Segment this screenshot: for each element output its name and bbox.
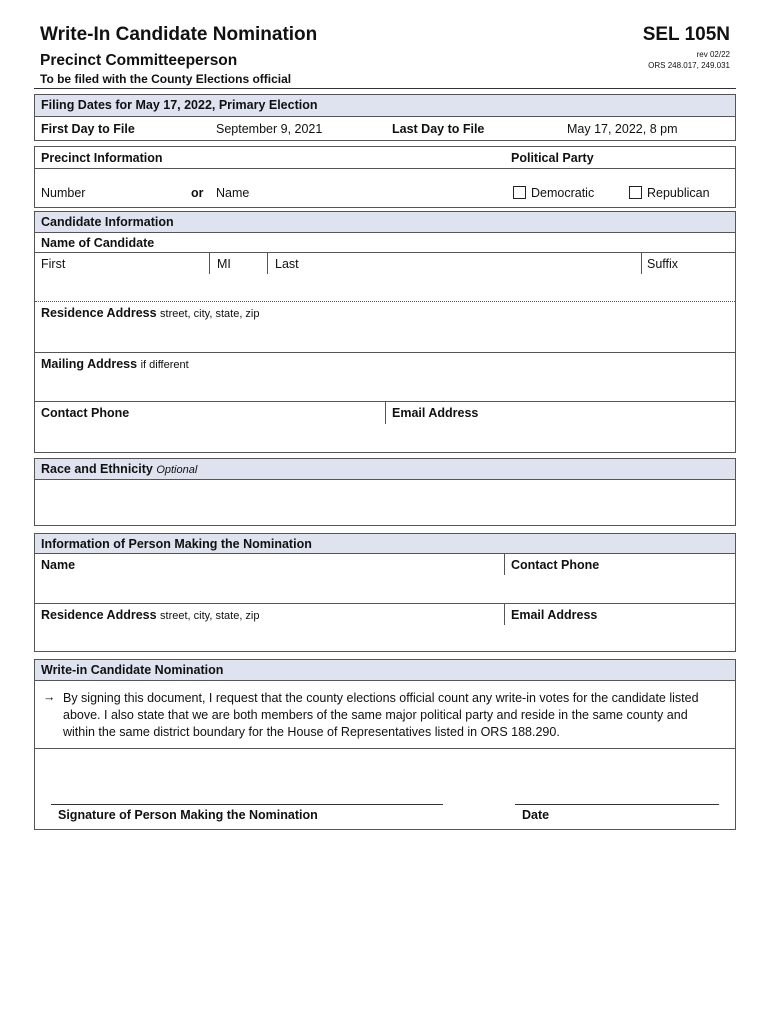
last-day-label: Last Day to File — [392, 122, 485, 136]
filed-note: To be filed with the County Elections official — [40, 72, 292, 86]
precinct-heading: Precinct Information — [41, 151, 163, 165]
candidate-email-label: Email Address — [392, 406, 479, 420]
first-day-value: September 9, 2021 — [216, 122, 323, 136]
nominator-row-divider — [35, 603, 735, 604]
signature-label: Signature of Person Making the Nomination — [58, 808, 318, 822]
filing-dates-section — [34, 94, 736, 141]
suffix-label: Suffix — [647, 257, 679, 271]
nominator-email-label: Email Address — [511, 608, 598, 622]
race-label: Race and Ethnicity Optional — [41, 462, 198, 476]
republican-checkbox[interactable] — [629, 186, 642, 199]
last-name-label: Last — [275, 257, 299, 271]
race-section — [34, 458, 736, 526]
residence-row-divider — [35, 352, 735, 353]
precinct-divider — [35, 168, 735, 169]
democratic-label: Democratic — [531, 186, 595, 200]
nominator-section — [34, 533, 736, 652]
nomination-section — [34, 659, 736, 830]
party-heading: Political Party — [511, 151, 594, 165]
residence-email-divider — [504, 603, 505, 625]
candidate-name-divider — [35, 252, 735, 253]
date-label: Date — [522, 808, 550, 822]
candidate-name-heading: Name of Candidate — [41, 236, 155, 250]
first-day-label: First Day to File — [41, 122, 135, 136]
arrow-right-icon: → — [43, 690, 56, 704]
name-row-divider — [35, 301, 735, 302]
nomination-statement: By signing this document, I request that the county elections official count any write-in votes for the candidate listed above. I also state that we are both members of the same major political party and reside in the same county and within the same district boundary for the House of Representatives listed in ORS 188.290. — [63, 691, 699, 739]
filing-dates-heading: Filing Dates for May 17, 2022, Primary Election — [41, 98, 318, 112]
precinct-section — [34, 146, 736, 208]
nominator-heading: Information of Person Making the Nomination — [41, 537, 312, 551]
form-statute: ORS 248.017, 249.031 — [648, 61, 730, 70]
last-day-value: May 17, 2022, 8 pm — [567, 122, 678, 136]
statement-divider — [35, 748, 735, 749]
name-field-divider — [209, 252, 210, 274]
form-title: Write-In Candidate Nomination — [40, 24, 318, 45]
candidate-phone-label: Contact Phone — [41, 406, 130, 420]
date-line[interactable] — [515, 804, 719, 805]
header-divider — [34, 88, 736, 89]
form-subtitle: Precinct Committeeperson — [40, 52, 238, 69]
name-field-divider — [267, 252, 268, 274]
precinct-name-label: Name — [216, 186, 250, 200]
precinct-number-label: Number — [41, 186, 86, 200]
form-revision: rev 02/22 — [696, 50, 730, 59]
signature-line[interactable] — [51, 804, 443, 805]
name-field-divider — [641, 252, 642, 274]
form-number: SEL 105N — [642, 24, 730, 45]
nominator-phone-label: Contact Phone — [511, 558, 600, 572]
name-phone-divider — [504, 553, 505, 575]
democratic-checkbox[interactable] — [513, 186, 526, 199]
candidate-heading: Candidate Information — [41, 215, 174, 229]
first-name-label: First — [41, 257, 66, 271]
phone-email-divider — [385, 401, 386, 424]
candidate-mailing-label: Mailing Address if different — [41, 357, 189, 371]
nominator-name-label: Name — [41, 558, 76, 572]
candidate-section — [34, 211, 736, 453]
candidate-residence-label: Residence Address street, city, state, zip — [41, 306, 260, 320]
precinct-or-label: or — [191, 186, 204, 200]
middle-initial-label: MI — [217, 257, 231, 271]
republican-label: Republican — [647, 186, 710, 200]
nomination-heading: Write-in Candidate Nomination — [41, 663, 224, 677]
nominator-residence-label: Residence Address street, city, state, zip — [41, 608, 260, 622]
